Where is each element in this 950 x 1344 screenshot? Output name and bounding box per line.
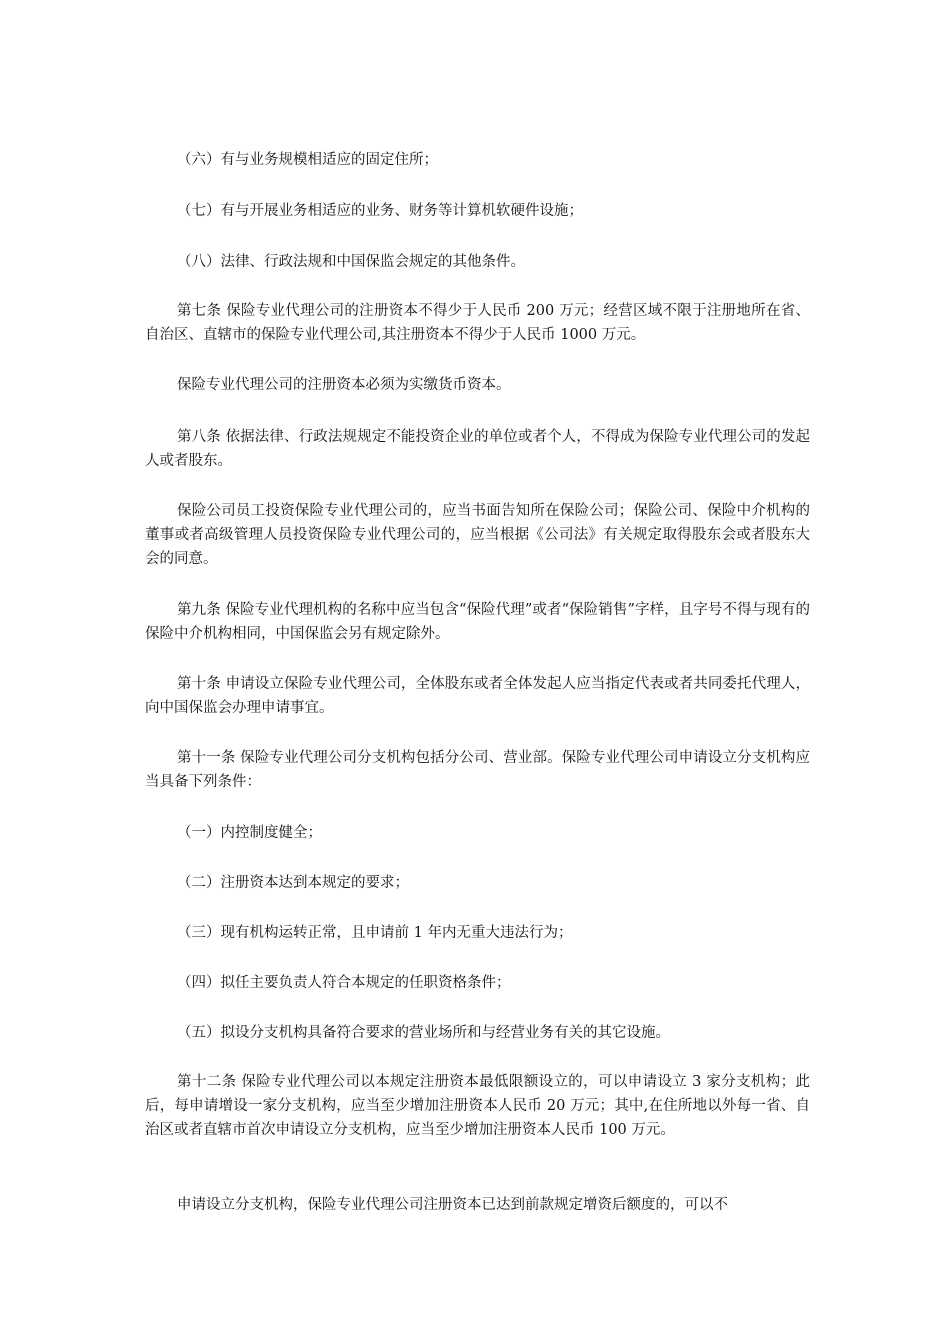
article-9: 第九条 保险专业代理机构的名称中应当包含“保险代理”或者“保险销售”字样，且字号不得与现有的保险中介机构相同，中国保监会另有规定除外。 bbox=[145, 602, 810, 642]
article-12-paragraph-2: 申请设立分支机构，保险专业代理公司注册资本已达到前款规定增资后额度的，可以不 bbox=[177, 1197, 728, 1213]
clause-item-8: （八）法律、行政法规和中国保监会规定的其他条件。 bbox=[177, 254, 525, 270]
article-11-item-5: （五）拟设分支机构具备符合要求的营业场所和与经营业务有关的其它设施。 bbox=[177, 1025, 670, 1041]
article-11-item-3: （三）现有机构运转正常，且申请前 1 年内无重大违法行为； bbox=[177, 925, 573, 941]
article-11-item-2: （二）注册资本达到本规定的要求； bbox=[177, 875, 409, 891]
article-7-paragraph-2: 保险专业代理公司的注册资本必须为实缴货币资本。 bbox=[177, 377, 511, 393]
article-11-item-1: （一）内控制度健全； bbox=[177, 825, 322, 841]
article-12: 第十二条 保险专业代理公司以本规定注册资本最低限额设立的，可以申请设立 3 家分支机构；此后，每申请增设一家分支机构，应当至少增加注册资本人民币 20 万元；其中,在住所地以外每一省、自治区或者直辖市首次申请设立分支机构，应当至少增加注册资本人民币 100 万元。 bbox=[145, 1074, 810, 1138]
article-8-paragraph-2: 保险公司员工投资保险专业代理公司的，应当书面告知所在保险公司；保险公司、保险中介机构的董事或者高级管理人员投资保险专业代理公司的，应当根据《公司法》有关规定取得股东会或者股东大会的同意。 bbox=[145, 503, 810, 567]
clause-item-6: （六）有与业务规模相适应的固定住所； bbox=[177, 152, 438, 168]
clause-item-7: （七）有与开展业务相适应的业务、财务等计算机软硬件设施； bbox=[177, 203, 583, 219]
article-10: 第十条 申请设立保险专业代理公司，全体股东或者全体发起人应当指定代表或者共同委托代理人，向中国保监会办理申请事宜。 bbox=[145, 676, 810, 716]
article-11-item-4: （四）拟任主要负责人符合本规定的任职资格条件； bbox=[177, 975, 511, 991]
article-8: 第八条 依据法律、行政法规规定不能投资企业的单位或者个人，不得成为保险专业代理公司的发起人或者股东。 bbox=[145, 429, 810, 469]
article-11: 第十一条 保险专业代理公司分支机构包括分公司、营业部。保险专业代理公司申请设立分支机构应当具备下列条件： bbox=[145, 750, 810, 790]
article-7: 第七条 保险专业代理公司的注册资本不得少于人民币 200 万元；经营区域不限于注册地所在省、自治区、直辖市的保险专业代理公司,其注册资本不得少于人民币 1000 万元。 bbox=[145, 303, 810, 343]
